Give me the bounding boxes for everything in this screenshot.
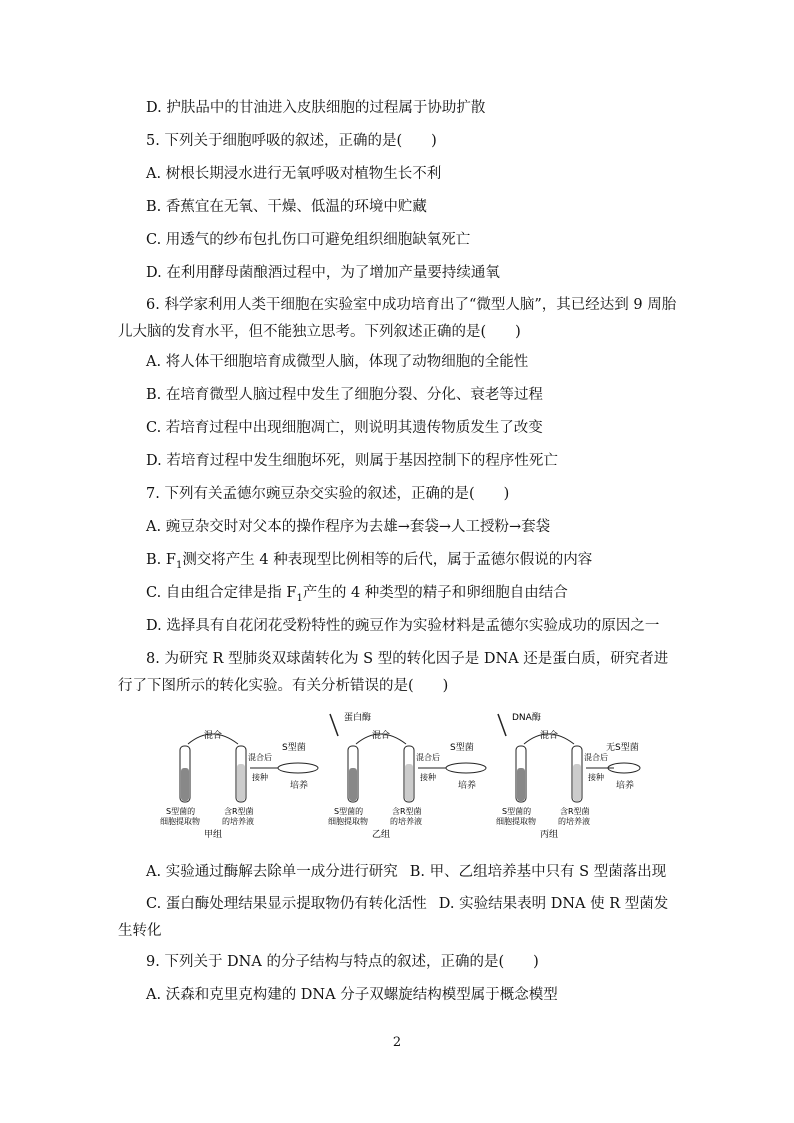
culture-label: 培养 xyxy=(290,781,309,791)
result-label: S型菌 xyxy=(282,743,306,753)
mix-label: 混合 xyxy=(540,731,559,741)
petri-dish xyxy=(446,763,486,773)
q6-option-a: A. 将人体干细胞培育成微型人脑，体现了动物细胞的全能性 xyxy=(146,354,529,370)
tube2-label-2: 的培养液 xyxy=(390,817,422,826)
page-number: 2 xyxy=(392,1035,402,1050)
transformation-experiment-figure xyxy=(160,708,639,840)
group-name: 乙组 xyxy=(372,830,391,840)
result-label: 无S型菌 xyxy=(606,743,639,753)
q5-option-b: B. 香蕉宜在无氧、干燥、低温的环境中贮藏 xyxy=(146,199,427,215)
tube1-label-2: 细胞提取物 xyxy=(160,817,200,826)
q7-option-a: A. 豌豆杂交时对父本的操作程序为去雄→套袋→人工授粉→套袋 xyxy=(146,519,551,535)
group-yi xyxy=(328,711,486,840)
tube1-label: S型菌的 xyxy=(334,807,364,816)
enzyme-label: 蛋白酶 xyxy=(344,713,372,723)
q7c-subscript: 1 xyxy=(296,592,303,604)
q7-option-b xyxy=(146,550,592,576)
q7-option-d: D. 选择具有自花闭花受粉特性的豌豆作为实验材料是孟德尔实验成功的原因之一 xyxy=(146,618,660,634)
tube-extract-liquid xyxy=(349,768,357,801)
q7c-rest: 产生的 4 种类型的精子和卵细胞自由结合 xyxy=(302,585,568,601)
q9-stem: 9. 下列关于 DNA 的分子结构与特点的叙述，正确的是( ) xyxy=(146,954,539,970)
inoculate-label: 接种 xyxy=(588,773,604,782)
q8-option-c: C. 蛋白酶处理结果显示提取物仍有转化活性 xyxy=(146,896,427,912)
tube-r-liquid xyxy=(573,764,581,801)
q5-stem: 5. 下列关于细胞呼吸的叙述，正确的是( ) xyxy=(146,133,437,149)
q7b-prefix: B. F xyxy=(146,552,176,568)
tube-r-liquid xyxy=(405,764,413,801)
group-jia xyxy=(160,729,318,840)
tube1-label: S型菌的 xyxy=(502,807,532,816)
tube-r-liquid xyxy=(237,764,245,801)
group-name: 丙组 xyxy=(540,830,559,840)
tube2-label-2: 的培养液 xyxy=(222,817,254,826)
tube2-label: 含R型菌 xyxy=(392,807,422,816)
q8-options-ab xyxy=(146,862,666,882)
q6-option-b: B. 在培育微型人脑过程中发生了细胞分裂、分化、衰老等过程 xyxy=(146,387,543,403)
q7b-subscript: 1 xyxy=(175,559,183,571)
tube1-label-2: 细胞提取物 xyxy=(496,817,536,826)
enzyme-dropper xyxy=(498,714,506,736)
q7-option-c xyxy=(146,583,568,609)
inoculate-label: 接种 xyxy=(252,773,268,782)
result-label: S型菌 xyxy=(450,743,474,753)
q6-option-c: C. 若培育过程中出现细胞凋亡，则说明其遗传物质发生了改变 xyxy=(146,420,543,436)
q5-option-d: D. 在利用酵母菌酿酒过程中，为了增加产量要持续通氧 xyxy=(146,265,500,281)
enzyme-label: DNA酶 xyxy=(512,713,541,723)
tube1-label-2: 细胞提取物 xyxy=(328,817,368,826)
q7-stem: 7. 下列有关孟德尔豌豆杂交实验的叙述，正确的是( ) xyxy=(146,486,510,502)
after-mix-label: 混合后 xyxy=(248,753,272,762)
tube2-label-2: 的培养液 xyxy=(558,817,590,826)
q4-option-d: D. 护肤品中的甘油进入皮肤细胞的过程属于协助扩散 xyxy=(146,100,486,116)
tube2-label: 含R型菌 xyxy=(560,807,590,816)
after-mix-label: 混合后 xyxy=(584,753,608,762)
culture-label: 培养 xyxy=(616,781,635,791)
q9-option-a: A. 沃森和克里克构建的 DNA 分子双螺旋结构模型属于概念模型 xyxy=(146,987,558,1003)
q7b-rest: 测交将产生 4 种表现型比例相等的后代，属于孟德尔假说的内容 xyxy=(182,552,593,568)
q8-options-cd xyxy=(118,891,678,945)
petri-dish xyxy=(278,763,318,773)
inoculate-label: 接种 xyxy=(420,773,436,782)
culture-label: 培养 xyxy=(458,781,477,791)
tube-extract-liquid xyxy=(517,768,525,801)
q5-option-a: A. 树根长期浸水进行无氧呼吸对植物生长不利 xyxy=(146,166,442,182)
q8-option-d: D. 实验结果表明 DNA 使 R 型菌发生转化 xyxy=(118,896,669,939)
q8-option-a: A. 实验通过酶解去除单一成分进行研究 xyxy=(146,864,398,880)
mix-label: 混合 xyxy=(204,731,223,741)
q8-option-b: B. 甲、乙组培养基中只有 S 型菌落出现 xyxy=(409,864,667,880)
q5-option-c: C. 用透气的纱布包扎伤口可避免组织细胞缺氧死亡 xyxy=(146,232,471,248)
after-mix-label: 混合后 xyxy=(416,753,440,762)
q6-stem: 6. 科学家利用人类干细胞在实验室中成功培育出了“微型人脑”，其已经达到 9 周胎儿大脑的发育水平，但不能独立思考。下列叙述正确的是( ) xyxy=(118,297,677,340)
group-bing xyxy=(496,711,640,840)
q8-stem: 8. 为研究 R 型肺炎双球菌转化为 S 型的转化因子是 DNA 还是蛋白质，研究者进行了下图所示的转化实验。有关分析错误的是( ) xyxy=(118,651,669,694)
enzyme-dropper xyxy=(330,714,338,736)
tube1-label: S型菌的 xyxy=(166,807,196,816)
tube2-label: 含R型菌 xyxy=(224,807,254,816)
mix-label: 混合 xyxy=(372,731,391,741)
group-name: 甲组 xyxy=(204,830,223,840)
q6-option-d: D. 若培育过程中发生细胞坏死，则属于基因控制下的程序性死亡 xyxy=(146,453,558,469)
q7c-prefix: C. 自由组合定律是指 F xyxy=(146,585,297,601)
tube-extract-liquid xyxy=(181,768,189,801)
